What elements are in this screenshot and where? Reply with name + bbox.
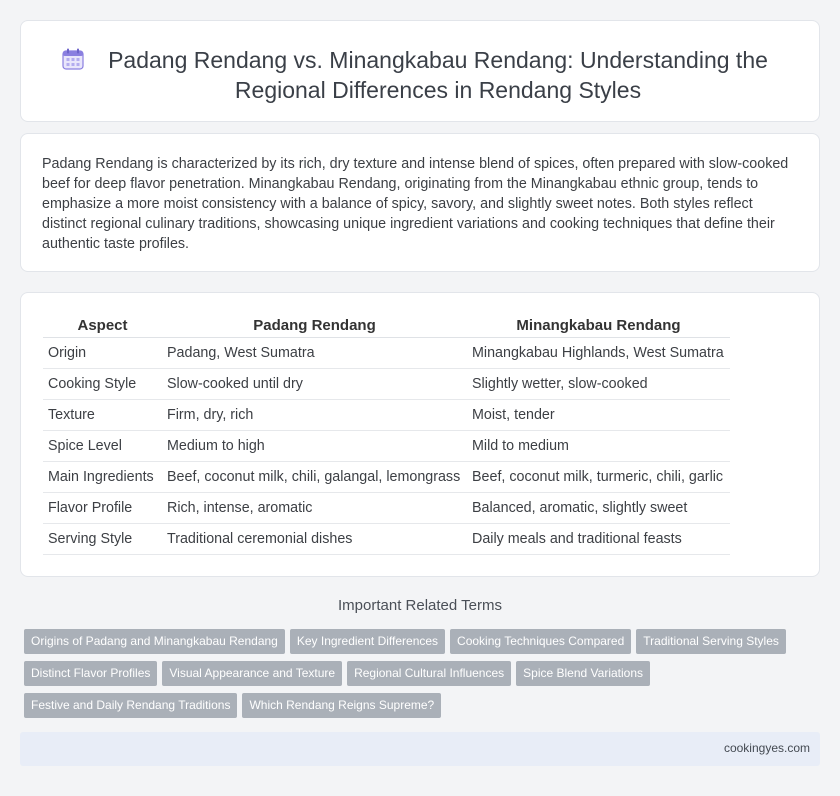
cell-padang: Traditional ceremonial dishes xyxy=(162,523,467,554)
footer-site-link[interactable]: cookingyes.com xyxy=(723,741,810,755)
cell-minangkabau: Balanced, aromatic, slightly sweet xyxy=(467,492,730,523)
table-row xyxy=(43,399,730,430)
related-term-tag[interactable]: Visual Appearance and Texture xyxy=(162,661,342,686)
table-row xyxy=(43,523,730,554)
table-row xyxy=(43,368,730,399)
cell-padang: Padang, West Sumatra xyxy=(162,337,467,368)
cell-minangkabau: Beef, coconut milk, turmeric, chili, garlic xyxy=(467,461,730,492)
cell-padang: Medium to high xyxy=(162,430,467,461)
cell-padang: Rich, intense, aromatic xyxy=(162,492,467,523)
header-padang: Padang Rendang xyxy=(162,315,467,337)
related-terms-list xyxy=(24,629,804,725)
related-term-tag[interactable]: Key Ingredient Differences xyxy=(290,629,445,654)
cell-aspect: Texture xyxy=(43,399,162,430)
table-row xyxy=(43,461,730,492)
tag-row xyxy=(24,629,804,661)
related-term-tag[interactable]: Regional Cultural Influences xyxy=(347,661,511,686)
table-row xyxy=(43,430,730,461)
cell-aspect: Spice Level xyxy=(43,430,162,461)
cell-minangkabau: Daily meals and traditional feasts xyxy=(467,523,730,554)
comparison-table xyxy=(43,315,730,555)
cell-padang: Firm, dry, rich xyxy=(162,399,467,430)
related-term-tag[interactable]: Traditional Serving Styles xyxy=(636,629,786,654)
page-title: Padang Rendang vs. Minangkabau Rendang: Understanding the Regional Differences in Rendang Styles xyxy=(108,47,768,103)
related-terms-heading: Important Related Terms xyxy=(338,597,502,614)
cell-aspect: Origin xyxy=(43,337,162,368)
related-term-tag[interactable]: Which Rendang Reigns Supreme? xyxy=(242,693,441,718)
cell-aspect: Main Ingredients xyxy=(43,461,162,492)
related-term-tag[interactable]: Cooking Techniques Compared xyxy=(450,629,631,654)
table-header-row xyxy=(43,315,730,337)
title-card xyxy=(20,20,820,122)
cell-aspect: Serving Style xyxy=(43,523,162,554)
cell-minangkabau: Slightly wetter, slow-cooked xyxy=(467,368,730,399)
footer-bar xyxy=(20,732,820,766)
cell-minangkabau: Minangkabau Highlands, West Sumatra xyxy=(467,337,730,368)
cell-aspect: Flavor Profile xyxy=(43,492,162,523)
related-term-tag[interactable]: Distinct Flavor Profiles xyxy=(24,661,157,686)
related-term-tag[interactable]: Festive and Daily Rendang Traditions xyxy=(24,693,237,718)
comparison-card xyxy=(20,292,820,577)
cell-minangkabau: Moist, tender xyxy=(467,399,730,430)
table-row xyxy=(43,492,730,523)
related-term-tag[interactable]: Origins of Padang and Minangkabau Rendang xyxy=(24,629,285,654)
related-term-tag[interactable]: Spice Blend Variations xyxy=(516,661,650,686)
cell-padang: Beef, coconut milk, chili, galangal, lemongrass xyxy=(162,461,467,492)
summary-card xyxy=(20,133,820,272)
table-row xyxy=(43,337,730,368)
tag-row xyxy=(24,661,804,693)
header-minangkabau: Minangkabau Rendang xyxy=(467,315,730,337)
summary-paragraph: Padang Rendang is characterized by its rich, dry texture and intense blend of spices, often prepared with slow-cooked beef for deep flavor penetration. Minangkabau Rendang, originating from the Minangkabau ethnic group, tends to emphasize a more moist consistency with a balance of spicy, savory, and slightly sweet notes. Both styles reflect distinct regional culinary traditions, showcasing unique ingredient variations and cooking techniques that define their authentic taste profiles. xyxy=(42,156,789,252)
cell-minangkabau: Mild to medium xyxy=(467,430,730,461)
cell-padang: Slow-cooked until dry xyxy=(162,368,467,399)
tag-row xyxy=(24,693,804,725)
cell-aspect: Cooking Style xyxy=(43,368,162,399)
header-aspect: Aspect xyxy=(43,315,162,337)
